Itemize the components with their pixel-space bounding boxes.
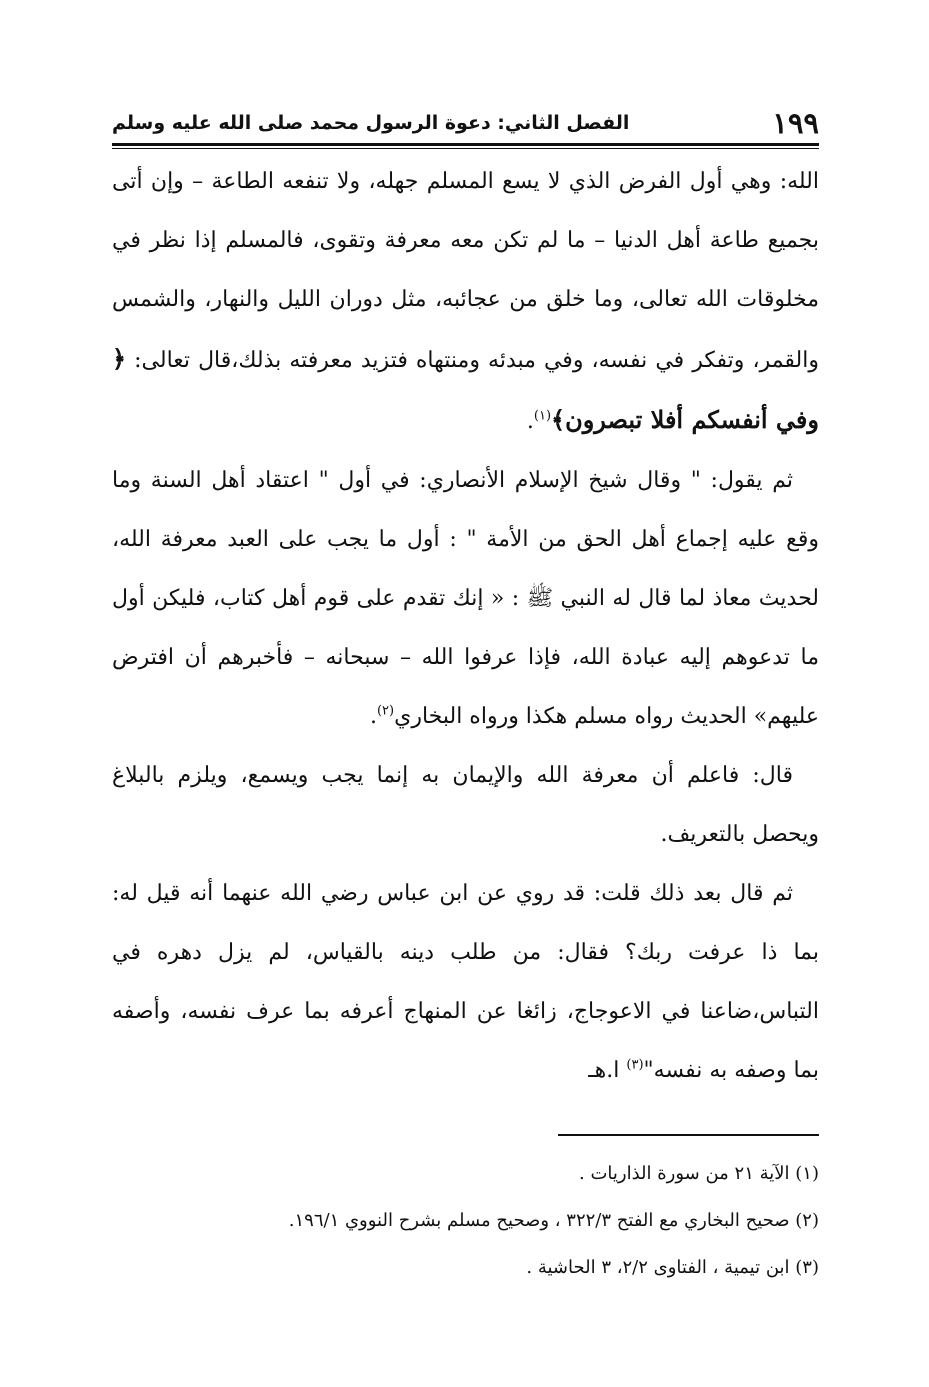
paragraph-4-end: ا.هـ xyxy=(588,1058,627,1083)
paragraph-4 xyxy=(112,864,819,1100)
paragraph-2 xyxy=(112,451,819,746)
footnote-divider xyxy=(558,1134,819,1136)
footnote-3: (٣) ابن تيمية ، الفتاوى ٢/٢، ٣ الحاشية . xyxy=(526,1257,819,1278)
quran-verse: ﴿ وفي أنفسكم أفلا تبصرون﴾ xyxy=(112,344,819,434)
footnote-ref-1: (١) xyxy=(533,408,552,424)
paragraph-1-text: الله: وهي أول الفرض الذي لا يسع المسلم جهله، ولا تنفعه الطاعة – وإن أتى بجميع طاعة أهل الدنيا – ما لم تكن معه معرفة وتقوى، فالمسلم إذا نظر في مخلوقات الله تعالى، وما خلق من عجائبه، مثل دوران الليل والنهار، والشمس والقمر، وتفكر في نفسه، وفي مبدئه ومنتهاه فتزيد معرفته بذلك،قال تعالى: xyxy=(112,169,819,373)
main-text xyxy=(112,152,819,1100)
paragraph-1 xyxy=(112,152,819,451)
page-header xyxy=(112,103,819,143)
page-number: ١٩٩ xyxy=(772,106,819,140)
footnote-ref-3: (٣) xyxy=(626,1057,644,1073)
footnote-ref-2: (٢) xyxy=(376,703,395,719)
header-divider xyxy=(112,143,819,149)
chapter-title: الفصل الثاني: دعوة الرسول محمد صلى الله عليه وسلم xyxy=(112,112,630,134)
paragraph-2-text: ثم يقول: " وقال شيخ الإسلام الأنصاري: في أول " اعتقاد أهل السنة وما وقع عليه إجماع أهل الحق من الأمة " : أول ما يجب على العبد معرفة الله، لحديث معاذ لما قال له النبي ﷺ : « إنك تقدم على قوم أهل كتاب، فليكن أول ما تدعوهم إليه عبادة الله، فإذا عرفوا الله – سبحانه – فأخبرهم أن افترض عليهم» الحديث رواه مسلم هكذا ورواه البخاري xyxy=(112,468,819,729)
paragraph-3-text: قال: فاعلم أن معرفة الله والإيمان به إنما يجب ويسمع، ويلزم بالبلاغ ويحصل بالتعريف. xyxy=(112,763,819,847)
paragraph-3 xyxy=(112,746,819,864)
footnote-2: (٢) صحيح البخاري مع الفتح ٣٢٢/٣ ، وصحيح مسلم بشرح النووي ١٩٦/١. xyxy=(288,1210,819,1231)
paragraph-4-text: ثم قال بعد ذلك قلت: قد روي عن ابن عباس رضي الله عنهما أنه قيل له: بما ذا عرفت ربك؟ فقال: من طلب دينه بالقياس، لم يزل دهره في التباس،ضاعنا في الاعوجاج، زائغا عن المنهاج أعرفه بما عرف نفسه، وأصفه بما وصفه به نفسه" xyxy=(112,881,819,1083)
footnote-1: (١) الآية ٢١ من سورة الذاريات . xyxy=(579,1163,819,1184)
paragraph-1-end: . xyxy=(526,409,534,434)
footnotes xyxy=(112,1150,819,1291)
paragraph-2-end: . xyxy=(369,704,377,729)
